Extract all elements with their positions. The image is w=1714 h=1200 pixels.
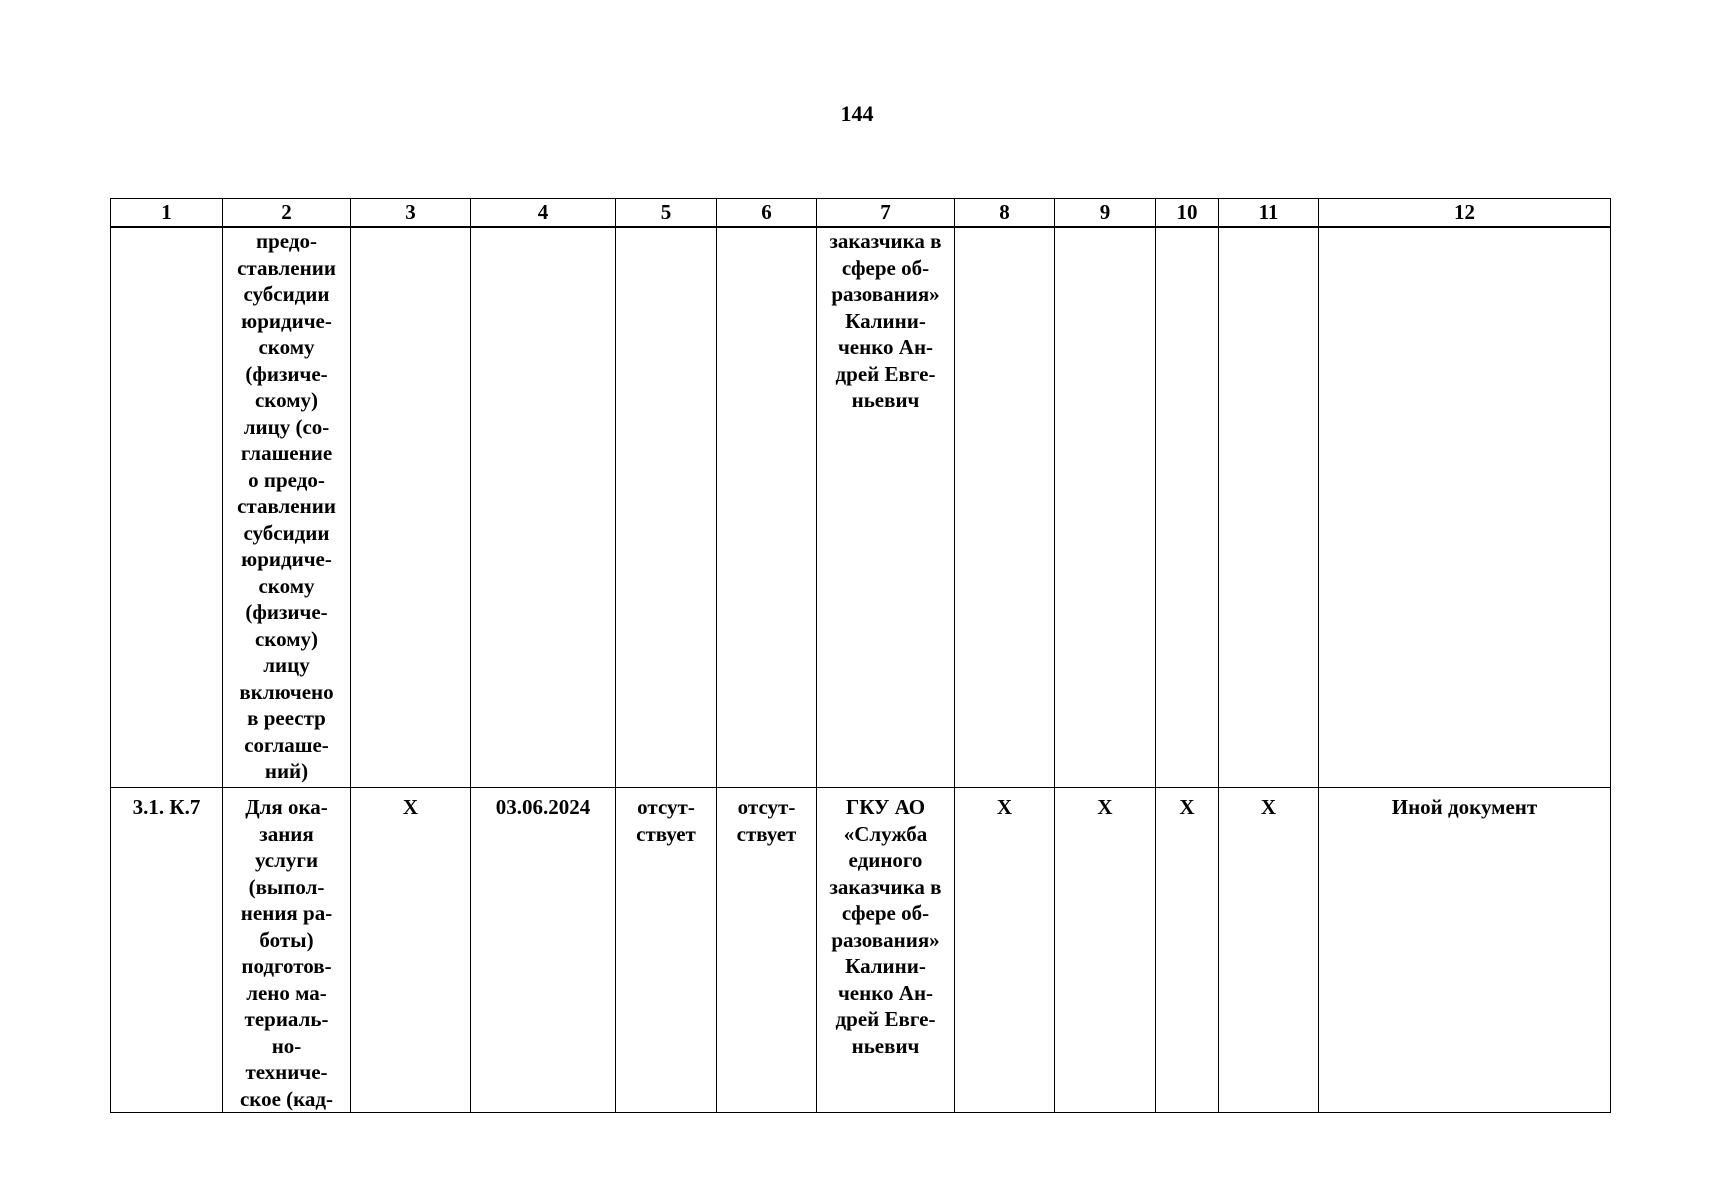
cell-text: X — [996, 795, 1013, 819]
column-number: 3 — [351, 199, 471, 228]
cell-text: отсут- ствует — [636, 795, 696, 846]
table-cell — [616, 227, 717, 788]
table-cell — [717, 788, 817, 1113]
table-cell — [223, 788, 351, 1113]
table-row — [111, 227, 1611, 788]
cell-text: 3.1. К.7 — [132, 795, 201, 819]
column-number-row — [111, 199, 1611, 228]
register-table — [110, 198, 1611, 1113]
table-cell — [1319, 227, 1611, 788]
table-cell — [1156, 227, 1219, 788]
table-cell — [351, 227, 471, 788]
table-row — [111, 788, 1611, 1113]
cell-text: X — [1179, 795, 1195, 819]
table-cell — [955, 788, 1055, 1113]
column-number: 9 — [1055, 199, 1156, 228]
column-number: 1 — [111, 199, 223, 228]
column-number: 7 — [817, 199, 955, 228]
column-number: 5 — [616, 199, 717, 228]
table-cell — [1219, 788, 1319, 1113]
table-cell — [817, 227, 955, 788]
table-cell — [817, 788, 955, 1113]
cell-text: 03.06.2024 — [495, 795, 591, 819]
page-number: 144 — [840, 101, 874, 126]
column-number: 10 — [1156, 199, 1219, 228]
table-cell — [1219, 227, 1319, 788]
table-cell — [223, 227, 351, 788]
table-cell — [351, 788, 471, 1113]
table-cell — [1055, 227, 1156, 788]
table-cell — [111, 788, 223, 1113]
cell-text: Для ока- зания услуги (выпол- нения ра- боты) подготов- лено ма- териаль- но- техниче- ское (кад- — [239, 795, 334, 1111]
column-number: 12 — [1319, 199, 1611, 228]
cell-text: предо- ставлении субсидии юридиче- скому (физиче- скому) лицу (со- глашение о предо- ставлении субсидии юридиче- скому (физиче- скому) лицу включено в реестр соглаше- ний) — [237, 229, 336, 783]
cell-text: отсут- ствует — [736, 795, 797, 846]
column-number: 8 — [955, 199, 1055, 228]
table-cell — [955, 227, 1055, 788]
table-cell — [1156, 788, 1219, 1113]
column-number: 4 — [471, 199, 616, 228]
table-cell — [717, 227, 817, 788]
column-number: 6 — [717, 199, 817, 228]
table-cell — [471, 788, 616, 1113]
table-cell — [1319, 788, 1611, 1113]
cell-text: ГКУ АО «Служба единого заказчика в сфере об- разования» Калини- ченко Ан- дрей Евге- ньевич — [829, 795, 942, 1058]
table-cell — [111, 227, 223, 788]
column-number: 11 — [1219, 199, 1319, 228]
table-cell — [1055, 788, 1156, 1113]
table-cell — [616, 788, 717, 1113]
cell-text: X — [1260, 795, 1277, 819]
table-cell — [471, 227, 616, 788]
cell-text: заказчика в сфере об- разования» Калини- ченко Ан- дрей Евге- ньевич — [829, 229, 942, 412]
column-number: 2 — [223, 199, 351, 228]
cell-text: X — [402, 795, 419, 819]
cell-text: Иной документ — [1391, 795, 1538, 819]
cell-text: X — [1097, 795, 1113, 819]
